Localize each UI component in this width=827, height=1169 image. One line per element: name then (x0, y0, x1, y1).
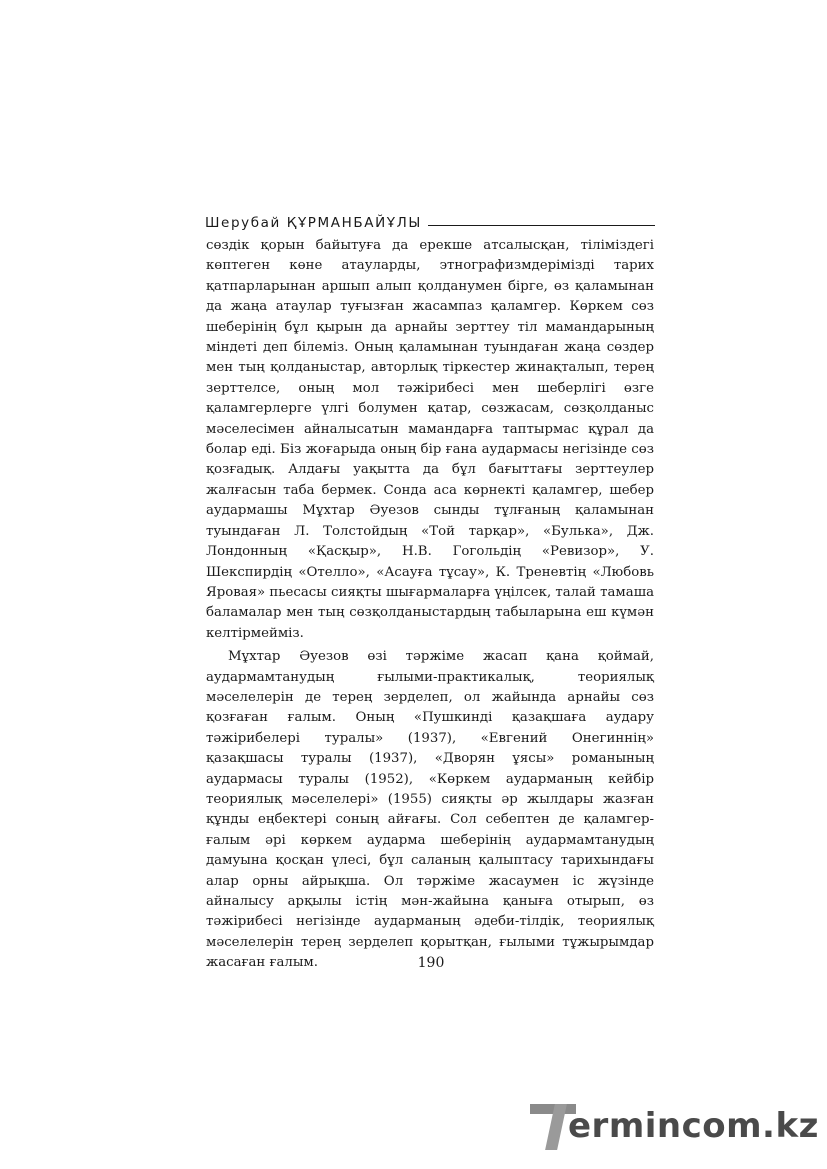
header-rule (428, 225, 655, 226)
paragraph-1: сөздік қорын байытуға да ерекше атсалысқан, тіліміздегі көптеген көне атауларды, этнографизмдерімізді тарих қатпарларынан аршып алып қолданумен бірге, өз қаламынан да жаңа атаулар туғызған жасампаз қаламгер. Көркем сөз шеберінің бұл қырын да арнайы зерттеу тіл мамандарының міндеті деп білеміз. Оның қаламынан туындаған жаңа сөздер мен тың қолданыстар, авторлық тіркестер жинақталып, терең зерттелсе, оның мол тәжірибесі мен шеберлігі өзге қаламгерлерге үлгі болумен қатар, сөзжасам, сөзқолданыс мәселесімен айналысатын мамандарға таптырмас құрал да болар еді. Біз жоғарыда оның бір ғана аудармасы негізінде сөз қозғадық. Алдағы уақытта да бұл бағыттағы зерттеулер жалғасын таба бермек. Сонда аса көрнекті қаламгер, шебер аудармашы Мұхтар Әуезов сынды тұлғаның қаламынан туындаған Л. Толстойдың «Той тарқар», «Булька», Дж. Лондонның «Қасқыр», Н.В. Гогольдің «Ревизор», У. Шекспирдің «Отелло», «Асауға тұсау», К. Треневтің «Любовь Яровая» пьесасы сияқты шығармаларға үңілсек, талай тамаша баламалар мен тың сөзқолданыстардың табыларына еш күмән келтірмейміз. (206, 238, 654, 641)
paragraph-2: Мұхтар Әуезов өзі тәржіме жасап қана қоймай, аудармамтанудың ғылыми-практикалық, теориялық мәселелерін де терең зерделеп, ол жайында арнайы сөз қозғаған ғалым. Оның «Пушкинді қазақшаға аудару тәжірибелері туралы» (1937), «Евгений Онегиннің» қазақшасы туралы (1937), «Дворян ұясы» романының аудармасы туралы (1952), «Көркем аударманың кейбір теориялық мәселелері» (1955) сияқты әр жылдары жазған құнды еңбектері соның айғағы. Сол себептен де қаламгер-ғалым әрі көркем аударма шеберінің аудармамтанудың дамуына қосқан үлесі, бұл саланың қалыптасу тарихындағы алар орны айрықша. Ол тәржіме жасаумен іс жүзінде айналысу арқылы істің мән-жайына қаныға отырып, өз тәжірибесі негізінде аударманың әдеби-тілдік, теориялық мәселелерін терең зерделеп қорытқан, ғылыми тұжырымдар жасаған ғалым. (206, 649, 654, 971)
body-text (206, 236, 654, 974)
watermark-text: ermincom.kz (568, 1106, 819, 1146)
running-head (205, 209, 655, 233)
author-name: Шерубай ҚҰРМАНБАЙҰЛЫ (205, 215, 422, 231)
terminkom-watermark (524, 1098, 824, 1158)
page-number: 190 (417, 955, 445, 971)
